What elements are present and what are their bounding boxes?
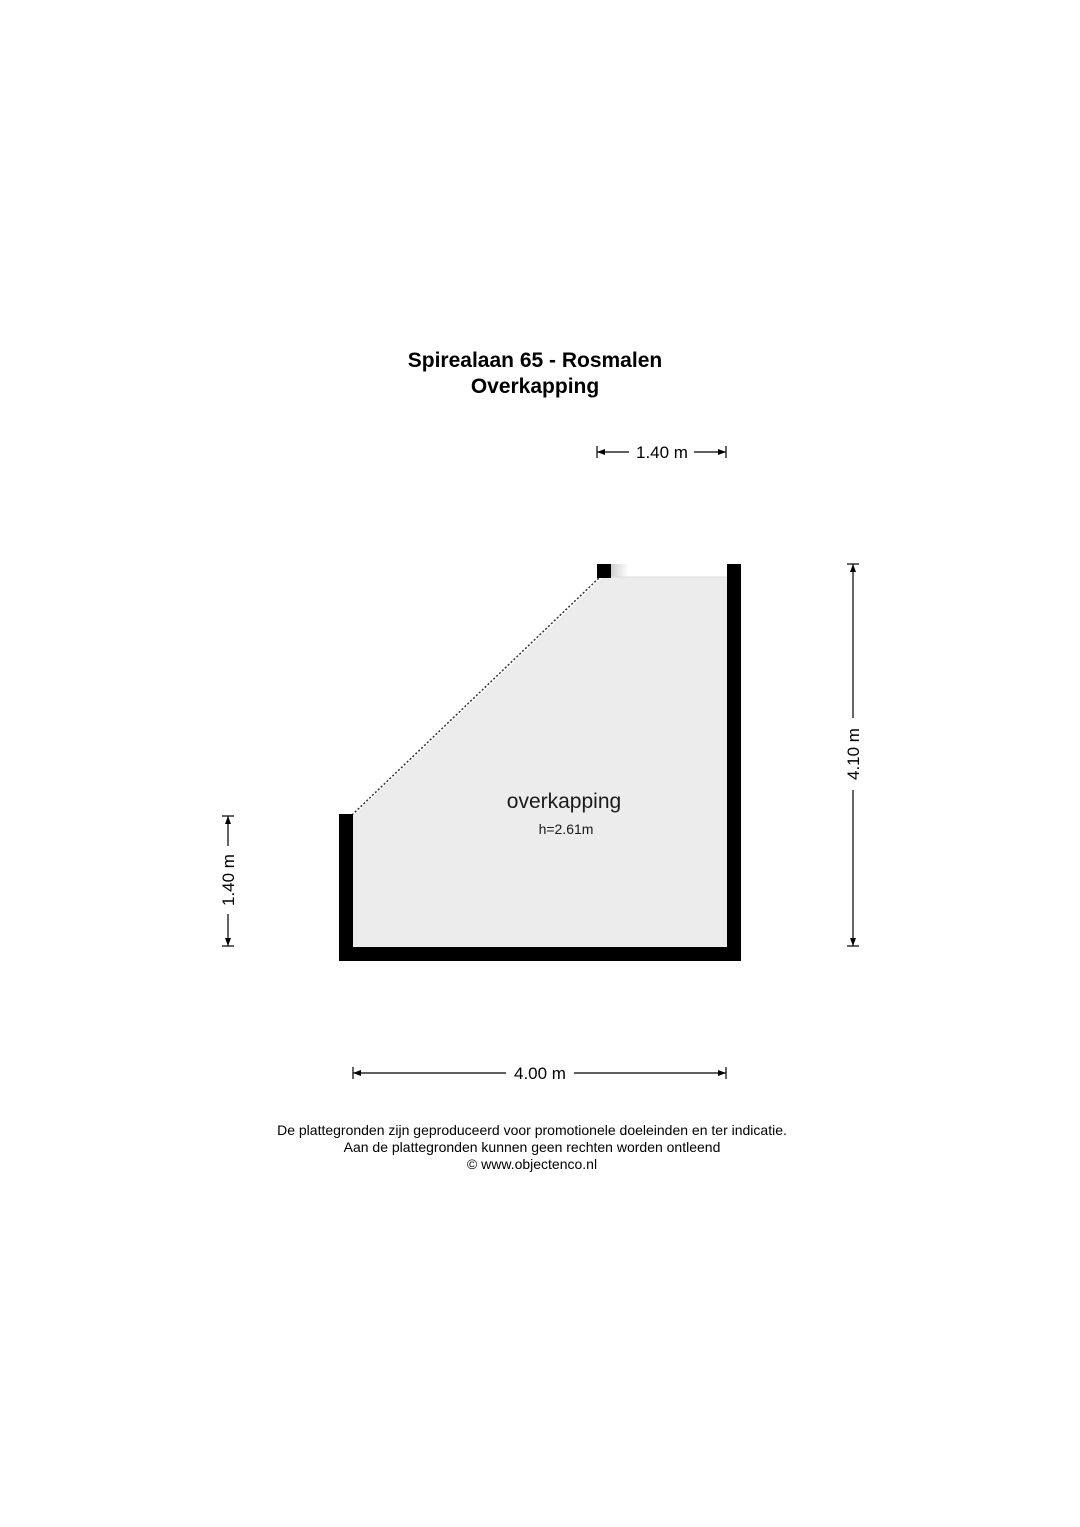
copyright-link[interactable]: © www.objectenco.nl xyxy=(466,1156,598,1172)
disclaimer-line-1: De plattegronden zijn geproduceerd voor promotionele doeleinden en ter indicatie. xyxy=(277,1122,787,1138)
disclaimer-footer xyxy=(0,1122,1064,1173)
dimension-top-label: 1.40 m xyxy=(636,443,688,462)
disclaimer-line-2: Aan de plattegronden kunnen geen rechten worden ontleend xyxy=(343,1139,721,1155)
floor-name: Overkapping xyxy=(470,375,600,398)
top-post xyxy=(597,564,611,578)
dimension-bottom-label: 4.00 m xyxy=(514,1064,566,1083)
dimension-left-label: 1.40 m xyxy=(219,854,238,906)
bottom-wall xyxy=(339,947,741,961)
room-name: overkapping xyxy=(506,790,622,813)
left-wall xyxy=(339,814,353,961)
right-wall xyxy=(727,564,741,961)
room-floor xyxy=(352,577,727,948)
dimension-right-label: 4.10 m xyxy=(844,728,863,780)
room-height: h=2.61m xyxy=(538,821,594,837)
top-opening xyxy=(611,564,727,577)
address-title: Spirealaan 65 - Rosmalen xyxy=(407,349,663,372)
